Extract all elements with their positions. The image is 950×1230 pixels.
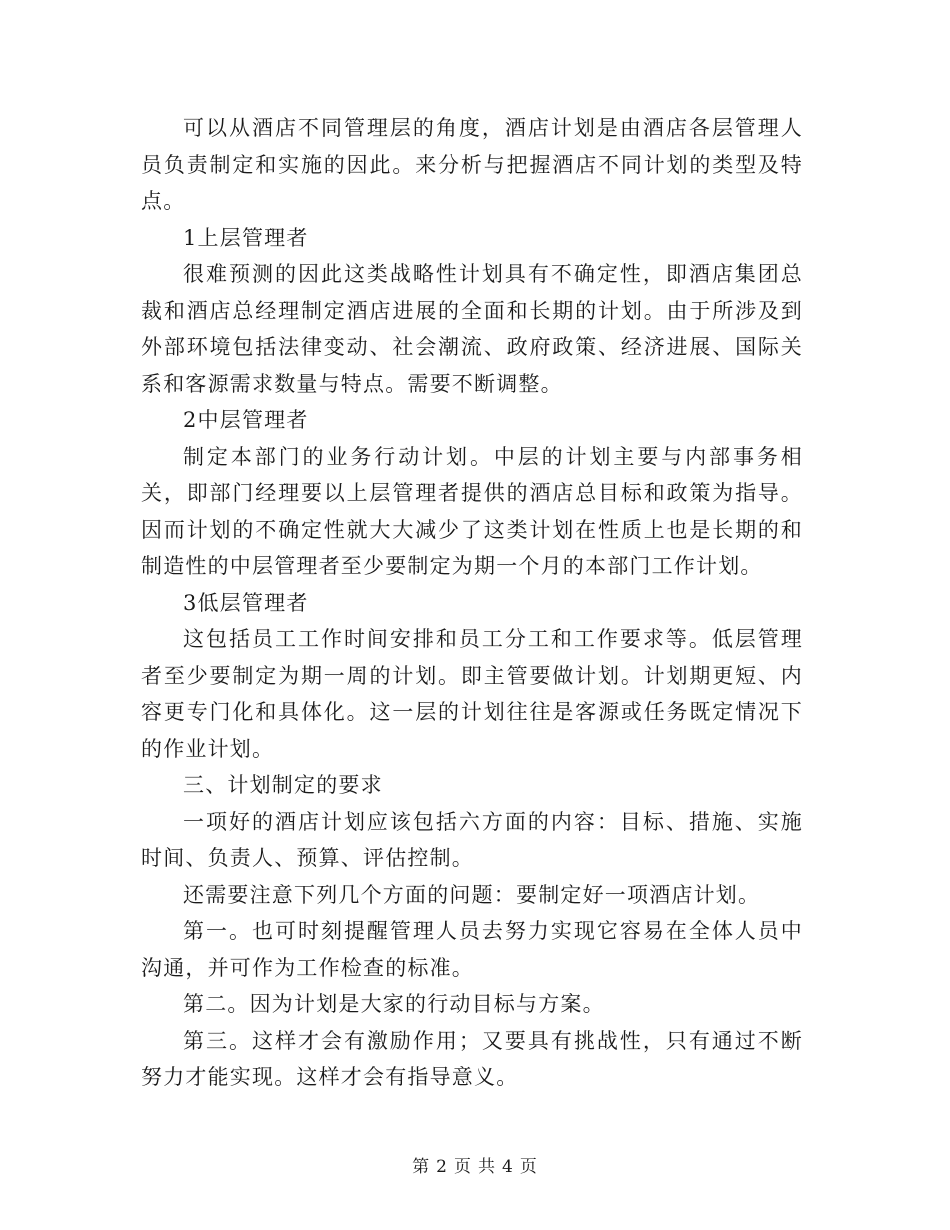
footer-current-page: 2 (436, 1157, 448, 1177)
paragraph-attention: 还需要注意下列几个方面的问题：要制定好一项酒店计划。 (183, 882, 761, 907)
heading-plan-requirements: 三、计划制定的要求 (183, 773, 383, 797)
paragraph-upper-management: 很难预测的因此这类战略性计划具有不确定性，即酒店集团总裁和酒店总经理制定酒店进展的全面和长期的计划。由于所涉及到外部环境包括法律变动、社会潮流、政府政策、经济进展、国际关系和客源需求数量与特点。需要不断调整。 (141, 262, 803, 396)
footer-prefix: 第 (412, 1157, 431, 1177)
footer-total-prefix: 共 (478, 1157, 496, 1177)
heading-lower-management: 3低层管理者 (183, 590, 309, 615)
paragraph-middle-management: 制定本部门的业务行动计划。中层的计划主要与内部事务相关，即部门经理要以上层管理者提供的酒店总目标和政策为指导。因而计划的不确定性就大大减少了这类计划在性质上也是长期的和制造性的中层管理者至少要制定为期一个月的本部门工作计划。 (141, 444, 803, 578)
paragraph-intro: 可以从酒店不同管理层的角度，酒店计划是由酒店各层管理人员负责制定和实施的因此。来分析与把握酒店不同计划的类型及特点。 (141, 116, 803, 213)
page-footer (0, 1152, 950, 1177)
paragraph-second: 第二。因为计划是大家的行动目标与方案。 (183, 992, 605, 1016)
heading-middle-management: 2中层管理者 (183, 408, 309, 432)
paragraph-plan-contents: 一项好的酒店计划应该包括六方面的内容：目标、措施、实施时间、负责人、预算、评估控制。 (141, 809, 803, 870)
paragraph-third: 第三。这样才会有激励作用；又要具有挑战性，只有通过不断努力才能实现。这样才会有指导意义。 (141, 1028, 803, 1089)
footer-suffix: 页 (519, 1157, 538, 1177)
paragraph-lower-management: 这包括员工工作时间安排和员工分工和工作要求等。低层管理者至少要制定为期一周的计划。即主管要做计划。计划期更短、内容更专门化和具体化。这一层的计划往往是客源或任务既定情况下的作业计划。 (141, 627, 803, 761)
footer-page-word: 页 (454, 1157, 472, 1177)
footer-total-pages: 4 (502, 1157, 514, 1177)
heading-upper-management: 1上层管理者 (183, 225, 309, 250)
paragraph-first: 第一。也可时刻提醒管理人员去努力实现它容易在全体人员中沟通，并可作为工作检查的标准。 (141, 919, 803, 980)
document-body (141, 110, 803, 1096)
